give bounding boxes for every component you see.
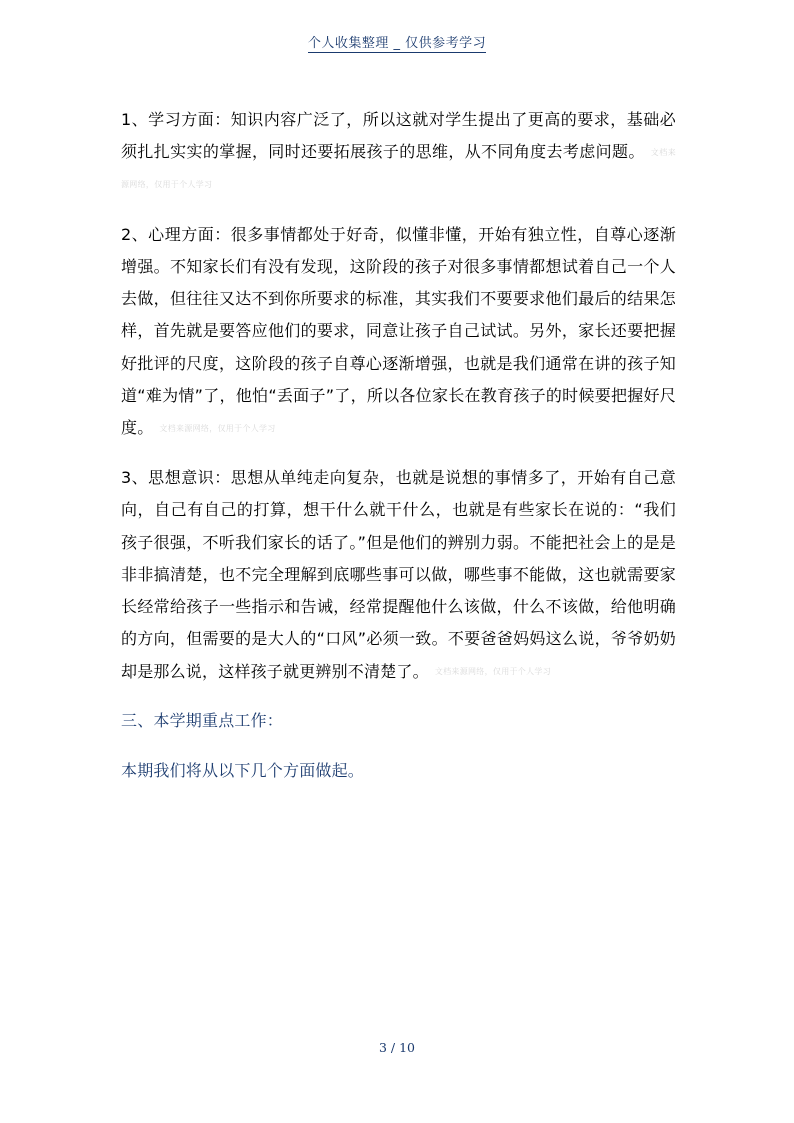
- watermark-text: 文档来源网络，仅用于个人学习: [434, 667, 552, 677]
- section-title: 三、本学期重点工作：: [121, 711, 284, 731]
- paragraph-study-text: 1、学习方面：知识内容广泛了，所以这就对学生提出了更高的要求，基础必须扎扎实实的掌握，同时还要拓展孩子的思维，从不同角度去考虑问题。: [121, 110, 676, 162]
- paragraph-psychology: [121, 219, 676, 445]
- paragraph-thinking-text: 3、思想意识：思想从单纯走向复杂，也就是说想的事情多了，开始有自己意向，自己有自己的打算，想干什么就干什么，也就是有些家长在说的：“我们孩子很强，不听我们家长的话了。”但是他们的辨别力弱。不能把社会上的是是非非搞清楚，也不完全理解到底哪些事可以做，哪些事不能做，这也就需要家长经常给孩子一些指示和告诫，经常提醒他什么该做，什么不该做，给他明确的方向，但需要的是大人的“口风”必须一致。不要爸爸妈妈这么说，爷爷奶奶却是那么说，这样孩子就更辨别不清楚了。: [121, 468, 676, 681]
- page-number: 3 / 10: [378, 1040, 416, 1055]
- document-body: [121, 104, 676, 787]
- paragraph-psychology-text: 2、心理方面：很多事情都处于好奇，似懂非懂，开始有独立性，自尊心逐渐增强。不知家长们有没有发现，这阶段的孩子对很多事情都想试着自己一个人去做，但往往又达不到你所要求的标准，其实我们不要要求他们最后的结果怎样，首先就是要答应他们的要求，同意让孩子自己试试。另外，家长还要把握好批评的尺度，这阶段的孩子自尊心逐渐增强，也就是我们通常在讲的孩子知道“难为情”了，他怕“丢面子”了，所以各位家长在教育孩子的时候要把握好尺度。: [121, 224, 676, 438]
- watermark-text: 文档来源网络，仅用于个人学习: [121, 147, 677, 190]
- paragraph-study: [121, 104, 676, 202]
- watermark-text: 文档来源网络，仅用于个人学习: [159, 423, 276, 433]
- header-text: 个人收集整理 _ 仅供参考学习: [307, 36, 487, 51]
- section-intro: 本期我们将从以下几个方面做起。: [121, 760, 365, 780]
- page-header: [0, 32, 794, 51]
- paragraph-thinking: [121, 462, 676, 688]
